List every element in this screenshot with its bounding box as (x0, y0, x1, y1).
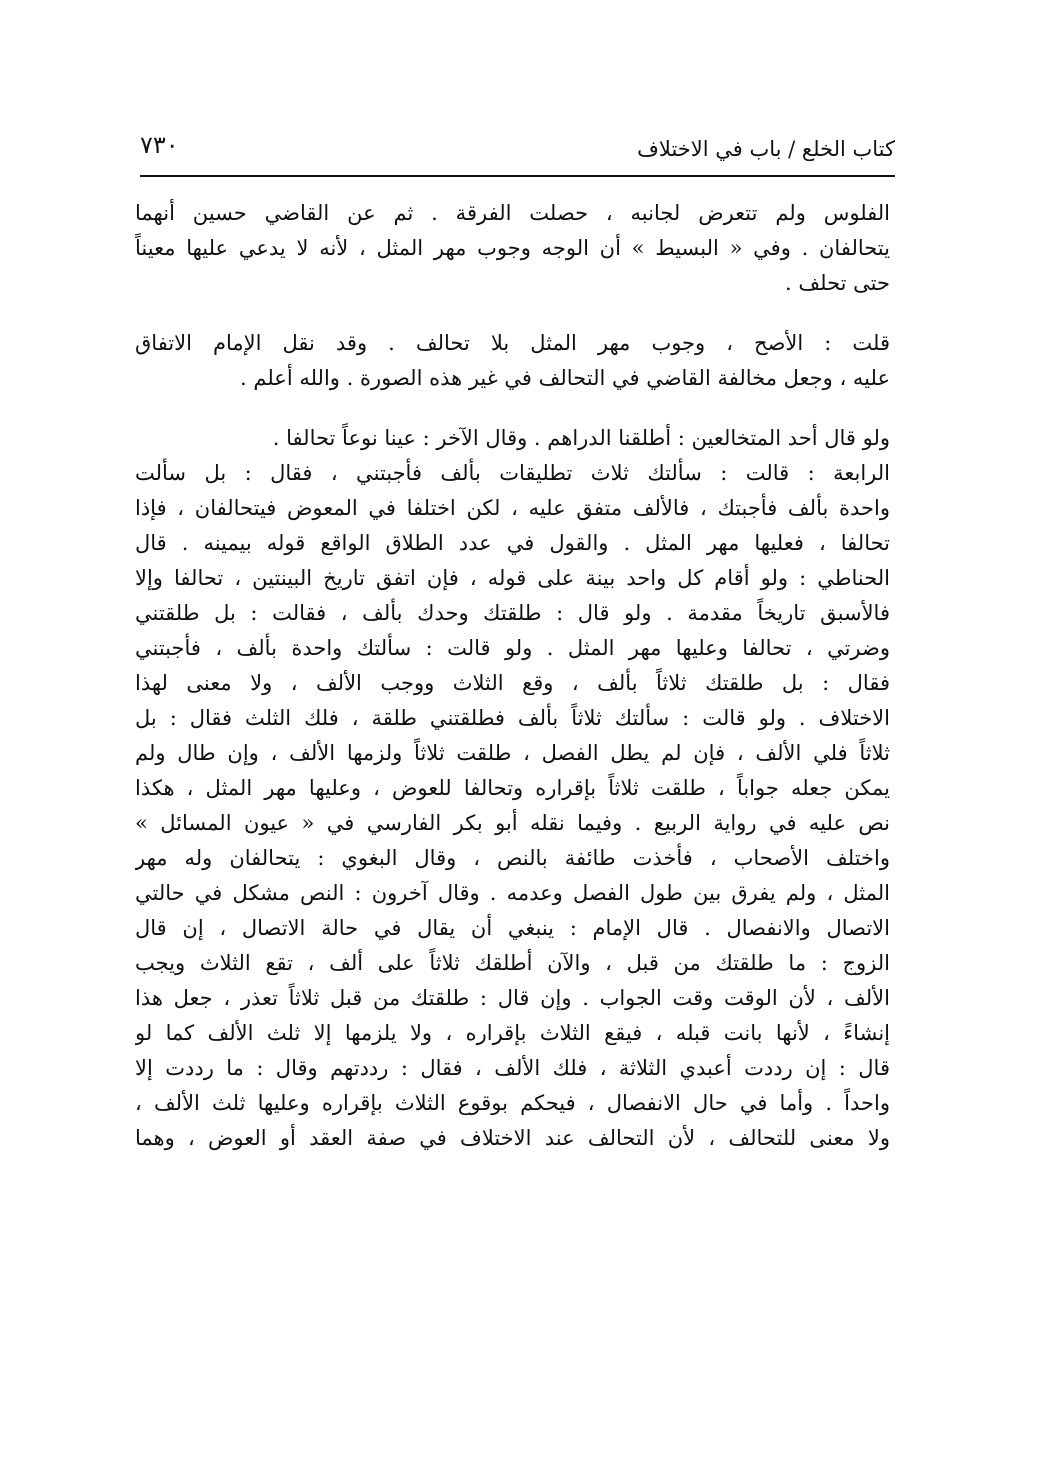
paragraph-spacer (135, 396, 890, 421)
text-line: نص عليه في رواية الربيع . وفيما نقله أبو بكر الفارسي في « عيون المسائل » (135, 811, 890, 835)
header-divider (140, 175, 895, 177)
text-line: الحناطي : ولو أقام كل واحد بينة على قوله ، فإن اتفق تاريخ البينتين ، تحالفا وإلا (135, 566, 890, 590)
text-line: يتحالفان . وفي « البسيط » أن الوجه وجوب مهر المثل ، لأنه لا يدعي عليها معيناً (135, 236, 890, 260)
paragraph-4 (135, 456, 890, 1156)
text-line: فقال : بل طلقتك ثلاثاً بألف ، وقع الثلاث ووجب الألف ، ولا معنى لهذا (135, 671, 890, 695)
text-line: الفلوس ولم تتعرض لجانبه ، حصلت الفرقة . ثم عن القاضي حسين أنهما (135, 201, 890, 225)
text-line: واحدة بألف فأجبتك ، فالألف متفق عليه ، لكن اختلفا في المعوض فيتحالفان ، فإذا (135, 496, 890, 520)
text-line: الألف ، لأن الوقت وقت الجواب . وإن قال : طلقتك من قبل ثلاثاً تعذر ، جعل هذا (135, 986, 890, 1010)
text-line: واختلف الأصحاب ، فأخذت طائفة بالنص ، وقال البغوي : يتحالفان وله مهر (135, 846, 890, 870)
text-line: قلت : الأصح ، وجوب مهر المثل بلا تحالف . وقد نقل الإمام الاتفاق (135, 331, 890, 355)
text-line: فالأسبق تاريخاً مقدمة . ولو قال : طلقتك وحدك بألف ، فقالت : بل طلقتني (135, 601, 890, 625)
text-line: ثلاثاً فلي الألف ، فإن لم يطل الفصل ، طلقت ثلاثاً ولزمها الألف ، وإن طال ولم (135, 741, 890, 765)
paragraph-spacer (135, 301, 890, 326)
paragraph-1 (135, 196, 890, 301)
paragraph-2 (135, 326, 890, 396)
running-header (140, 128, 895, 172)
text-line: عليه ، وجعل مخالفة القاضي في التحالف في غير هذه الصورة . والله أعلم . (240, 366, 890, 390)
text-line: تحالفا ، فعليها مهر المثل . والقول في عدد الطلاق الواقع قوله بيمينه . قال (135, 531, 890, 555)
page-number: ٧٣٠ (140, 131, 179, 159)
text-line: ولا معنى للتحالف ، لأن التحالف عند الاختلاف في صفة العقد أو العوض ، وهما (135, 1126, 890, 1150)
text-line: واحداً . وأما في حال الانفصال ، فيحكم بوقوع الثلاث بإقراره وعليها ثلث الألف ، (135, 1091, 890, 1115)
text-line: إنشاءً ، لأنها بانت قبله ، فيقع الثلاث بإقراره ، ولا يلزمها إلا ثلث الألف كما لو (135, 1021, 890, 1045)
text-line: الزوج : ما طلقتك من قبل ، والآن أطلقك ثلاثاً على ألف ، تقع الثلاث ويجب (135, 951, 890, 975)
text-line: الاتصال والانفصال . قال الإمام : ينبغي أن يقال في حالة الاتصال ، إن قال (135, 916, 890, 940)
text-line: حتى تحلف . (785, 271, 890, 295)
chapter-title: كتاب الخلع / باب في الاختلاف (637, 137, 895, 161)
text-line: ولو قال أحد المتخالعين : أطلقنا الدراهم . وقال الآخر : عينا نوعاً تحالفا . (272, 426, 890, 450)
text-line: الرابعة : قالت : سألتك ثلاث تطليقات بألف فأجبتني ، فقال : بل سألت (135, 461, 890, 485)
body-text (135, 196, 890, 1156)
text-line: وضرتي ، تحالفا وعليها مهر المثل . ولو قالت : سألتك واحدة بألف ، فأجبتني (135, 636, 890, 660)
paragraph-3 (135, 421, 890, 456)
text-line: الاختلاف . ولو قالت : سألتك ثلاثاً بألف فطلقتني طلقة ، فلك الثلث فقال : بل (135, 706, 890, 730)
text-line: المثل ، ولم يفرق بين طول الفصل وعدمه . وقال آخرون : النص مشكل في حالتي (135, 881, 890, 905)
text-line: يمكن جعله جواباً ، طلقت ثلاثاً بإقراره وتحالفا للعوض ، وعليها مهر المثل ، هكذا (135, 776, 890, 800)
text-line: قال : إن رددت أعبدي الثلاثة ، فلك الألف ، فقال : رددتهم وقال : ما رددت إلا (135, 1056, 890, 1080)
